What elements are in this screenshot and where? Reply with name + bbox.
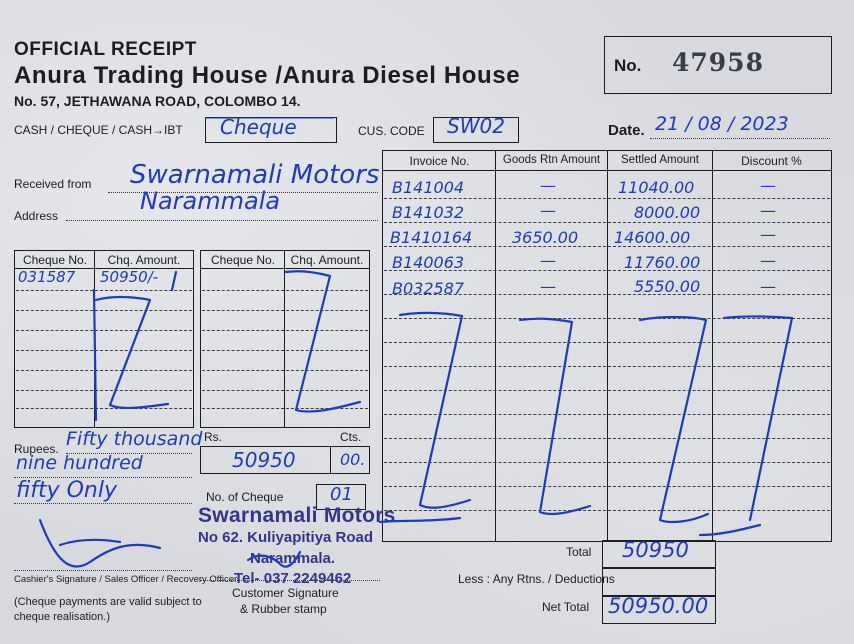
rupees-words-line3: fifty Only [16,478,117,503]
total-value: 50950 [622,538,689,562]
invoice-header-settled: Settled Amount [621,154,699,166]
invoice-row-3-discount: — [760,225,776,244]
official-receipt-title: OFFICIAL RECEIPT [14,39,197,60]
cheque-right-header-amount: Chq. Amount. [290,253,364,267]
company-name: Anura Trading House /Anura Diesel House [14,62,521,89]
invoice-row-5-goods-rtn: — [540,277,556,296]
rupees-label: Rupees. [14,442,59,456]
date-value: 21 / 08 / 2023 [655,113,789,135]
stamp-line1: Swarnamali Motors [198,504,396,527]
invoice-row-4-invoice: B140063 [392,253,465,272]
strike-z-invoice-1 [400,313,470,508]
strike-tail [700,525,760,535]
invoice-row-4-discount: — [760,251,776,270]
amount-tick [172,272,176,290]
strike-z-invoice-2 [520,319,590,514]
rupees-words-line2: nine hundred [16,452,143,474]
invoice-row-2-discount: — [760,201,776,220]
strike-line-left [94,290,96,420]
cheque-left-row-amount: 50950/- [100,268,159,286]
invoice-row-3-settled: 14600.00 [614,228,691,247]
invoice-row-1-discount: — [760,176,776,195]
cheque-left-header-no: Cheque No. [22,253,88,267]
cheque-left-header-amount: Chq. Amount. [107,253,181,267]
invoice-row-1-invoice: B141004 [392,178,465,197]
cheque-note-line1: (Cheque payments are valid subject to [14,596,202,608]
stamp-strike [380,518,460,522]
address-value: Narammala [140,187,281,215]
received-from-value: Swarnamali Motors [130,160,380,190]
customer-signature-label: Customer Signature [232,586,339,600]
invoice-header-goods-rtn: Goods Rtn Amount [502,154,601,166]
payment-method-label: CASH / CHEQUE / CASH→IBT [14,123,183,137]
receipt-no-value: 47958 [672,48,764,77]
no-of-cheque-label: No. of Cheque [206,490,284,504]
deductions-label: Less : Any Rtns. / Deductions [458,572,615,586]
invoice-row-2-goods-rtn: — [540,201,556,220]
invoice-row-1-settled: 11040.00 [618,178,695,197]
cus-code-value: SW02 [447,114,505,138]
invoice-row-5-settled: 5550.00 [634,277,701,296]
invoice-row-5-discount: — [760,277,776,296]
net-total-label: Net Total [542,600,590,614]
cts-value: 00. [340,450,366,469]
strike-z-left [96,297,168,408]
rubber-stamp-label: & Rubber stamp [240,602,327,616]
invoice-row-2-invoice: B141032 [392,203,465,222]
cheque-right-header-no: Cheque No. [210,253,276,267]
address-label: Address [14,209,59,223]
invoice-row-4-settled: 11760.00 [624,253,701,272]
cashier-signature-label: Cashier's Signature / Sales Officer / Recovery Officer [14,574,238,585]
cus-code-label: CUS. CODE [358,124,425,138]
cashier-signature [40,520,160,567]
receipt-no-label: No. [614,56,642,75]
stamp-line4: Tel- 037 2249462 [234,570,352,587]
strike-z-right [286,271,360,411]
invoice-row-2-settled: 8000.00 [634,203,701,222]
invoice-header-discount: Discount % [741,154,802,168]
no-of-cheque-value: 01 [330,484,353,505]
customer-signature [248,552,300,567]
stamp-line2: No 62. Kuliyapitiya Road [198,529,374,546]
company-address: No. 57, JETHAWANA ROAD, COLOMBO 14. [14,93,301,109]
cheque-left-row-no: 031587 [18,268,76,286]
invoice-row-1-goods-rtn: — [540,176,556,195]
strike-z-invoice-4 [724,317,792,521]
invoice-row-4-goods-rtn: — [540,251,556,270]
invoice-row-5-invoice: B032587 [392,279,465,298]
stamp-line3: Narammala. [250,550,336,567]
payment-method-value: Cheque [220,115,297,139]
invoice-row-3-invoice: B1410164 [390,228,473,247]
rs-value: 50950 [232,448,296,472]
strike-z-invoice-3 [640,317,708,522]
invoice-row-3-goods-rtn: 3650.00 [512,228,579,247]
net-total-value: 50950.00 [608,594,709,618]
rupees-words-line1: Fifty thousand [66,428,203,450]
cashier-signature-2 [60,540,120,545]
cheque-note-line2: cheque realisation.) [14,611,111,623]
total-label: Total [566,545,592,559]
date-label: Date. [608,122,645,139]
invoice-header-invoice-no: Invoice No. [409,154,470,168]
received-from-label: Received from [14,177,92,191]
cts-label: Cts. [340,430,362,444]
rs-label: Rs. [204,430,222,444]
